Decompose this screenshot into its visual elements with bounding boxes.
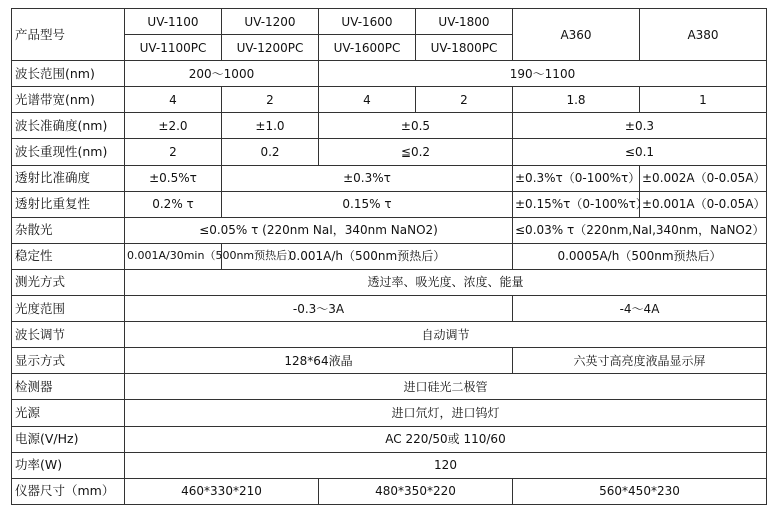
table-cell: 2 [416,87,513,113]
table-cell: ≤0.05% τ (220nm NaI，340nm NaNO2) [125,217,513,243]
table-cell: ±0.3%τ [222,165,513,191]
model-uv1100: UV-1100 [125,9,222,35]
header-row-top [12,9,767,35]
table-cell: 1 [640,87,767,113]
model-header: 产品型号 [12,9,125,61]
table-row [12,217,767,243]
table-cell: ≤0.03% τ（220nm,NaI,340nm，NaNO2） [513,217,767,243]
table-cell: AC 220/50或 110/60 [125,426,767,452]
table-cell: ≤0.1 [513,139,767,165]
table-row [12,322,767,348]
model-uv1600pc: UV-1600PC [319,35,416,61]
table-cell: ±0.5%τ [125,165,222,191]
table-cell: 六英寸高亮度液晶显示屏 [513,348,767,374]
table-cell: 0.15% τ [222,191,513,217]
row-label: 检测器 [12,374,125,400]
table-row [12,243,767,269]
table-cell: 560*450*230 [513,478,767,504]
table-cell: ±0.5 [319,113,513,139]
table-cell: ±0.3 [513,113,767,139]
table-cell: 2 [222,87,319,113]
row-label: 光谱带宽(nm) [12,87,125,113]
table-cell: 4 [125,87,222,113]
model-uv1800: UV-1800 [416,9,513,35]
row-label: 电源(V/Hz) [12,426,125,452]
model-uv1200: UV-1200 [222,9,319,35]
table-cell: ≦0.2 [319,139,513,165]
table-cell: -4～4A [513,296,767,322]
table-cell: ±2.0 [125,113,222,139]
table-cell: -0.3～3A [125,296,513,322]
row-label: 光度范围 [12,296,125,322]
row-label: 透射比准确度 [12,165,125,191]
row-label: 透射比重复性 [12,191,125,217]
table-row [12,61,767,87]
table-row [12,165,767,191]
table-row [12,374,767,400]
table-cell: 0.2% τ [125,191,222,217]
table-row [12,478,767,504]
row-label: 波长范围(nm) [12,61,125,87]
table-row [12,400,767,426]
row-label: 波长准确度(nm) [12,113,125,139]
model-uv1600: UV-1600 [319,9,416,35]
row-label: 测光方式 [12,269,125,295]
row-label: 波长调节 [12,322,125,348]
table-cell: 0.0005A/h（500nm预热后） [513,243,767,269]
table-cell: 4 [319,87,416,113]
table-cell: 190～1100 [319,61,767,87]
model-uv1200pc: UV-1200PC [222,35,319,61]
spec-table [11,8,767,505]
table-cell: 0.001A/30min（500nm预热后） [125,243,222,269]
table-row [12,113,767,139]
row-label: 波长重现性(nm) [12,139,125,165]
table-cell: 120 [125,452,767,478]
table-cell: 128*64液晶 [125,348,513,374]
table-cell: ±0.001A（0-0.05A） [640,191,767,217]
table-cell: ±0.002A（0-0.05A） [640,165,767,191]
model-uv1800pc: UV-1800PC [416,35,513,61]
table-cell: 200～1000 [125,61,319,87]
table-cell: 进口氘灯，进口钨灯 [125,400,767,426]
model-a380: A380 [640,9,767,61]
table-cell: 透过率、吸光度、浓度、能量 [125,269,767,295]
table-cell: 460*330*210 [125,478,319,504]
table-cell: ±0.3%τ（0-100%τ） [513,165,640,191]
row-label: 杂散光 [12,217,125,243]
row-label: 稳定性 [12,243,125,269]
row-label: 仪器尺寸（mm） [12,478,125,504]
table-row [12,269,767,295]
table-cell: 0.2 [222,139,319,165]
table-row [12,191,767,217]
table-cell: 进口硅光二极管 [125,374,767,400]
table-row [12,348,767,374]
table-row [12,296,767,322]
table-cell: 2 [125,139,222,165]
table-cell: 480*350*220 [319,478,513,504]
table-row [12,452,767,478]
row-label: 光源 [12,400,125,426]
table-cell: ±1.0 [222,113,319,139]
table-cell: 0.001A/h（500nm预热后） [222,243,513,269]
row-label: 功率(W) [12,452,125,478]
table-row [12,87,767,113]
table-row [12,139,767,165]
model-a360: A360 [513,9,640,61]
table-cell: 1.8 [513,87,640,113]
table-cell: 自动调节 [125,322,767,348]
model-uv1100pc: UV-1100PC [125,35,222,61]
table-cell: ±0.15%τ（0-100%τ） [513,191,640,217]
row-label: 显示方式 [12,348,125,374]
table-row [12,426,767,452]
